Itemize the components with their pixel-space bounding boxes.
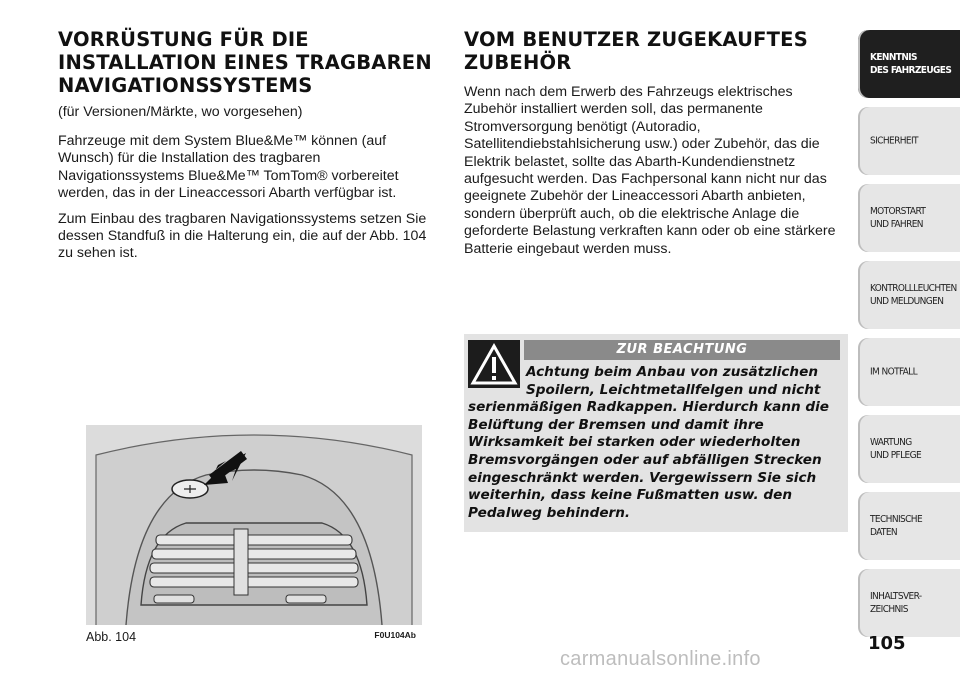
warning-box (464, 334, 848, 532)
tab-kontrollleuchten[interactable] (858, 261, 960, 329)
page-number: 105 (868, 633, 906, 654)
tab-label: KENNTNIS DES FAHRZEUGES (870, 52, 952, 76)
tab-motorstart[interactable] (858, 184, 960, 252)
section-subtitle: (für Versionen/Märkte, wo vorgesehen) (58, 104, 303, 120)
tab-notfall[interactable] (858, 338, 960, 406)
section-title-accessories: VOM BENUTZER ZUGEKAUFTES ZUBEHÖR (464, 28, 808, 74)
figure-label: Abb. 104 (86, 630, 137, 644)
left-column (58, 28, 440, 271)
tab-label: IM NOTFALL (870, 366, 918, 378)
tab-label: MOTORSTART UND FAHREN (870, 206, 926, 230)
warning-title: ZUR BEACHTUNG (524, 340, 840, 360)
tab-sicherheit[interactable] (858, 107, 960, 175)
paragraph-navigation-1: Fahrzeuge mit dem System Blue&Me™ können (auf Wunsch) für die Installation des tragbaren Navigationssystems Blue&Me™ TomTom® vorbereitet werden, das in der Lineaccessori Abarth verfügbar ist. (58, 133, 399, 202)
tab-technische-daten[interactable] (858, 492, 960, 560)
figure-code: F0U104Ab (374, 630, 416, 640)
paragraph-navigation-2: Zum Einbau des tragbaren Navigationssystems setzen Sie dessen Standfuß in die Halterung ein, die auf der Abb. 104 zu sehen ist. (58, 210, 427, 262)
tab-label: KONTROLLLEUCHTEN UND MELDUNGEN (870, 283, 957, 307)
tab-kenntnis[interactable] (858, 30, 960, 98)
watermark: carmanualsonline.info (560, 648, 761, 670)
tab-label: INHALTSVER- ZEICHNIS (870, 591, 922, 615)
tab-label: WARTUNG UND PFLEGE (870, 437, 922, 461)
section-title-navigation: VORRÜSTUNG FÜR DIE INSTALLATION EINES TRAGBAREN NAVIGATIONSSYSTEMS (58, 28, 432, 97)
tab-label: SICHERHEIT (870, 135, 918, 147)
tab-inhaltsverzeichnis[interactable] (858, 569, 960, 637)
paragraph-accessories: Wenn nach dem Erwerb des Fahrzeugs elektrisches Zubehör installiert werden soll, das permanente Stromversorgung benötigt (Autoradio, Satellitendiebstahlsicherung usw.) oder Zubehör, das die Elektrik belastet, sollte das Abarth-Kundendienstnetz aufgesucht werden. Das Fachpersonal kann nicht nur das geeignete Zubehör der Lineaccessori Abarth anbieten, sondern überprüft auch, ob die elektrische Anlage die geforderte Belastung verkraften kann oder ob eine stärkere Batterie eingebaut werden muss. (464, 84, 836, 257)
right-column (464, 28, 849, 266)
warning-text (468, 364, 840, 522)
tab-wartung[interactable] (858, 415, 960, 483)
warning-body: Achtung beim Anbau von zusätzlichen Spoilern, Leichtmetallfelgen und nicht serienmäßigen Radkappen. Hierdurch kann die Belüftung der Bremsen und damit ihre Wirksamkeit bei starken oder wiederholten Bremsvorgängen oder auf abfälligen Strecken eingeschränkt werden. Vergewissern Sie sich weiterhin, dass keine Fußmatten usw. den Pedalweg behindern. (468, 364, 829, 521)
figure-dashboard-vent (86, 425, 422, 625)
tab-label: TECHNISCHE DATEN (870, 514, 923, 538)
